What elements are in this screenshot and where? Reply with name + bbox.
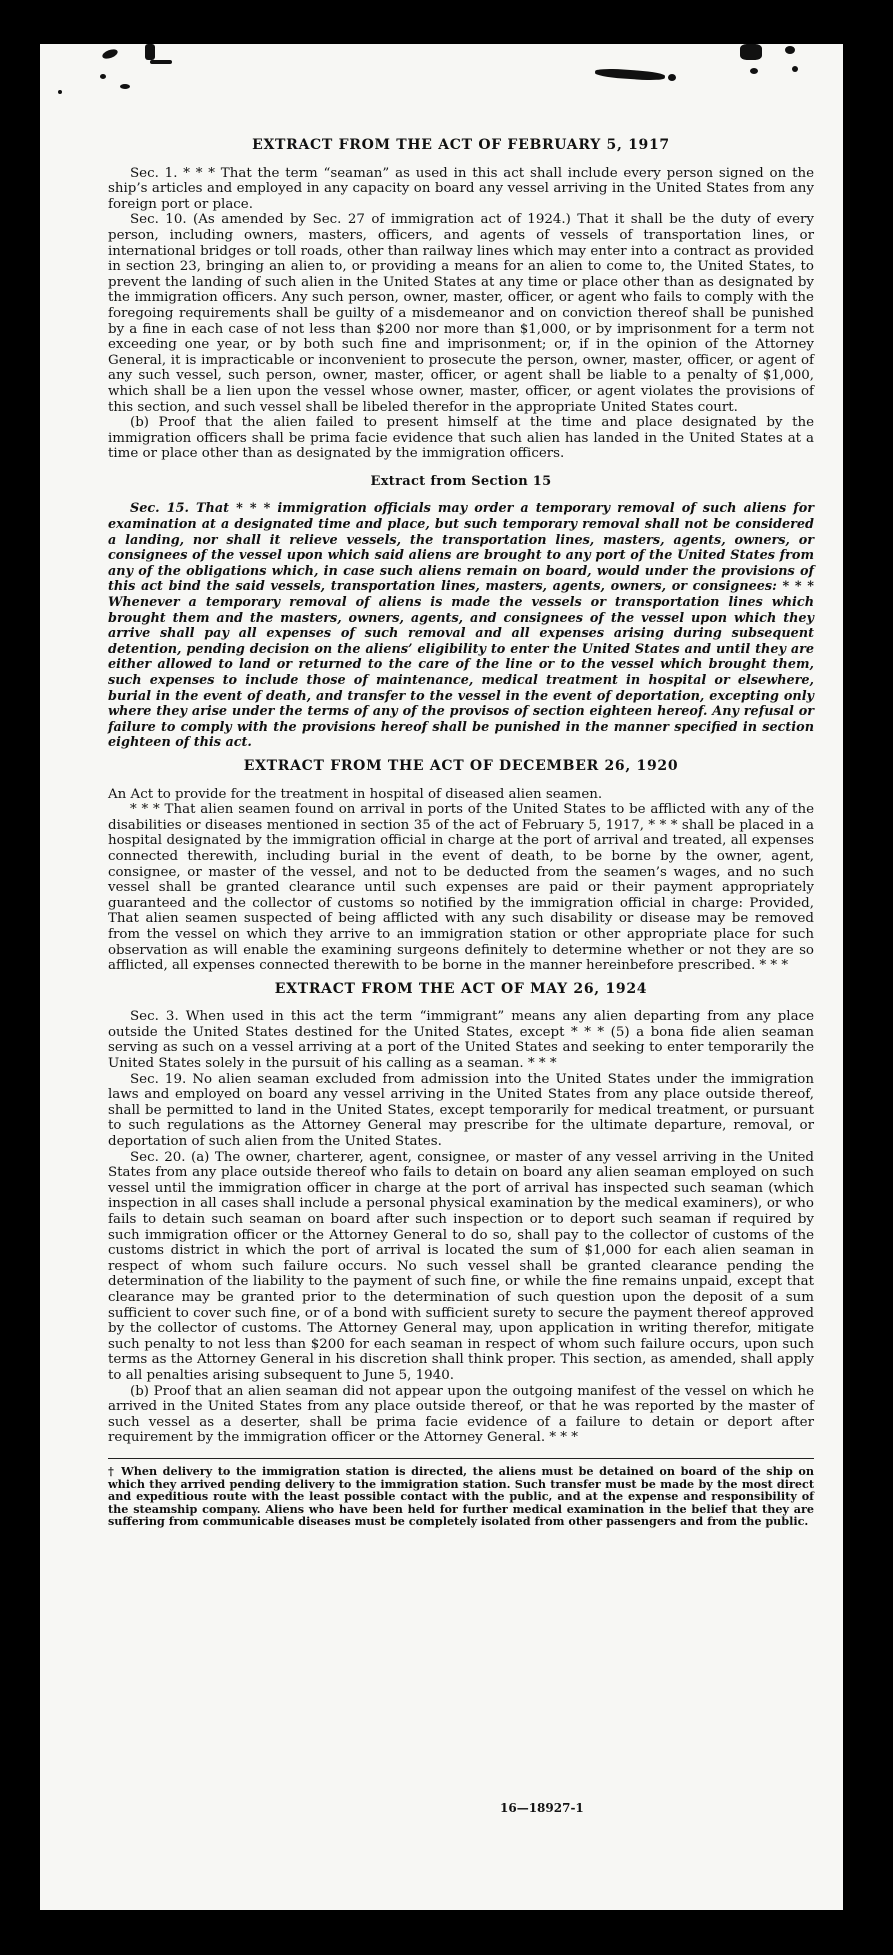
paragraph: Sec. 19. No alien seaman excluded from admission into the United States under the immigration laws and employed on board any vessel arriving in the United States from any place outside thereof, shall be permitted to land in the United States, except temporarily for medical treatment, or pursuant to such regulations as the Attorney General may prescribe for the ultimate departure, removal, or deportation of such alien from the United States. (108, 1071, 814, 1150)
ink-blot (58, 90, 62, 94)
section-subheading: Extract from Section 15 (370, 473, 552, 489)
ink-blot (120, 84, 130, 89)
paragraph: Sec. 1. * * * That the term “seaman” as used in this act shall include every person signed on the ship’s articles and employed in any capacity on board any vessel arriving in the United States from any foreign port or place. (108, 165, 814, 212)
document-page (40, 44, 843, 1910)
paragraph: Sec. 3. When used in this act the term “immigrant” means any alien departing from any place outside the United States destined for the United States, except * * * (5) a bona fide alien seaman serving as such on a vessel arriving at a port of the United States and seeking to enter temporarily the United States solely in the pursuit of his calling as a seaman. * * * (108, 1009, 814, 1072)
paragraph-italic: Sec. 15. That * * * immigration officials may order a temporary removal of such aliens for examination at a designated time and place, but such temporary removal shall not be considered a landing, nor shall it relieve vessels, the transportation lines, masters, agents, owners, or consignees of the vessel upon which said aliens are brought to any port of the United States from any of the obligations which, in case such aliens remain on board, would under the provisions of this act bind the said vessels, transportation lines, masters, agents, owners, or consignees: * * * Whenever a temporary removal of aliens is made the vessels or transportation lines which brought them and the masters, owners, agents, and consignees of the vessel upon which they arrive shall pay all expenses of such removal and all expenses arising during subsequent detention, pending decision on the aliens’ eligibility to enter the United States and until they are either allowed to land or returned to the care of the line or to the vessel which brought them, such expenses to include those of maintenance, medical treatment in hospital or elsewhere, burial in the event of death, and transfer to the vessel in the event of deportation, excepting only where they arise under the terms of any of the provisos of section eighteen hereof. Any refusal or failure to comply with the provisions hereof shall be punished in the manner specified in section eighteen of this act. (108, 501, 814, 751)
ink-blot (740, 44, 762, 60)
footnote: † When delivery to the immigration station is directed, the aliens must be detained on board of the ship on which they arrived pending delivery to the immigration station. Such transfer must be made by the most direct and expeditious route with the least possible contact with the public, and at the expense and responsibility of the steamship company. Aliens who have been held for further medical examination in the belief that they are suffering from communicable diseases must be completely isolated from other passengers and from the public. (108, 1463, 814, 1529)
section-heading: EXTRACT FROM THE ACT OF DECEMBER 26, 1920 (243, 757, 679, 774)
ink-blot (150, 60, 172, 64)
ink-blot (792, 66, 798, 72)
ink-blot (595, 68, 665, 82)
ink-blot (750, 68, 758, 74)
document-body (108, 138, 814, 1528)
ink-blot (785, 46, 795, 54)
ink-blot (101, 48, 119, 61)
section-heading: EXTRACT FROM THE ACT OF FEBRUARY 5, 1917 (252, 137, 670, 153)
paragraph: (b) Proof that an alien seaman did not appear upon the outgoing manifest of the vessel on which he arrived in the United States from any place outside thereof, or that he was reported by the master of such vessel as a deserter, shall be prima facie evidence of a failure to detain or deport after requirement by the immigration officer or the Attorney General. * * * (108, 1383, 814, 1446)
form-number: 16—18927-1 (500, 1801, 584, 1815)
ink-blot (145, 44, 155, 60)
paragraph: (b) Proof that the alien failed to present himself at the time and place designated by the immigration officers shall be prima facie evidence that such alien has landed in the United States at a time or place other than as designated by the immigration officers. (108, 415, 814, 462)
ink-blot (668, 74, 676, 81)
footnote-divider (108, 1458, 814, 1459)
section-heading: EXTRACT FROM THE ACT OF MAY 26, 1924 (274, 980, 648, 997)
paragraph: Sec. 20. (a) The owner, charterer, agent, consignee, or master of any vessel arriving in the United States from any place outside thereof who fails to detain on board any alien seaman employed on such vessel until the immigration officer in charge at the port of arrival has inspected such seaman (which inspection in all cases shall include a personal physical examination by the medical examiners), or who fails to detain such seaman on board after such inspection or to deport such seaman if required by such immigration officer or the Attorney General to do so, shall pay to the collector of customs of the customs district in which the port of arrival is located the sum of $1,000 for each alien seaman in respect of whom such failure occurs. No such vessel shall be granted clearance pending the determination of the liability to the payment of such fine, or while the fine remains unpaid, except that clearance may be granted prior to the determination of such question upon the deposit of a sum sufficient to cover such fine, or of a bond with sufficient surety to secure the payment thereof approved by the collector of customs. The Attorney General may, upon application in writing therefor, mitigate such penalty to not less than $200 for each seaman in respect of whom such failure occurs, upon such terms as the Attorney General in his discretion shall think proper. This section, as amended, shall apply to all penalties arising subsequent to June 5, 1940. (108, 1149, 814, 1383)
paragraph: Sec. 10. (As amended by Sec. 27 of immigration act of 1924.) That it shall be the duty of every person, including owners, masters, officers, and agents of vessels of transportation lines, or international bridges or toll roads, other than railway lines which may enter into a contract as provided in section 23, bringing an alien to, or providing a means for an alien to come to, the United States, to prevent the landing of such alien in the United States at any time or place other than as designated by the immigration officers. Any such person, owner, master, officer, or agent who fails to comply with the foregoing requirements shall be guilty of a misdemeanor and on conviction thereof shall be punished by a fine in each case of not less than $200 nor more than $1,000, or by imprisonment for a term not exceeding one year, or by both such fine and imprisonment; or, if in the opinion of the Attorney General, it is impracticable or inconvenient to prosecute the person, owner, master, officer, or agent of any such vessel, such person, owner, master, officer, or agent shall be liable to a penalty of $1,000, which shall be a lien upon the vessel whose owner, master, officer, or agent violates the provisions of this section, and such vessel shall be libeled therefor in the appropriate United States court. (108, 212, 814, 415)
ink-blot (100, 74, 106, 79)
paragraph: * * * That alien seamen found on arrival in ports of the United States to be afflicted with any of the disabilities or diseases mentioned in section 35 of the act of February 5, 1917, * * * shall be placed in a hospital designated by the immigration official in charge at the port of arrival and treated, all expenses connected therewith, including burial in the event of death, to be borne by the owner, agent, consignee, or master of the vessel, and not to be deducted from the seamen’s wages, and no such vessel shall be granted clearance until such expenses are paid or their payment appropriately guaranteed and the collector of customs so notified by the immigration official in charge: Provided, That alien seamen suspected of being afflicted with any such disability or disease may be removed from the vessel on which they arrive to an immigration station or other appropriate place for such observation as will enable the examining surgeons definitely to determine whether or not they are so afflicted, all expenses connected therewith to be borne in the manner hereinbefore prescribed. * * * (108, 802, 814, 974)
paragraph: An Act to provide for the treatment in hospital of diseased alien seamen. (108, 786, 603, 802)
